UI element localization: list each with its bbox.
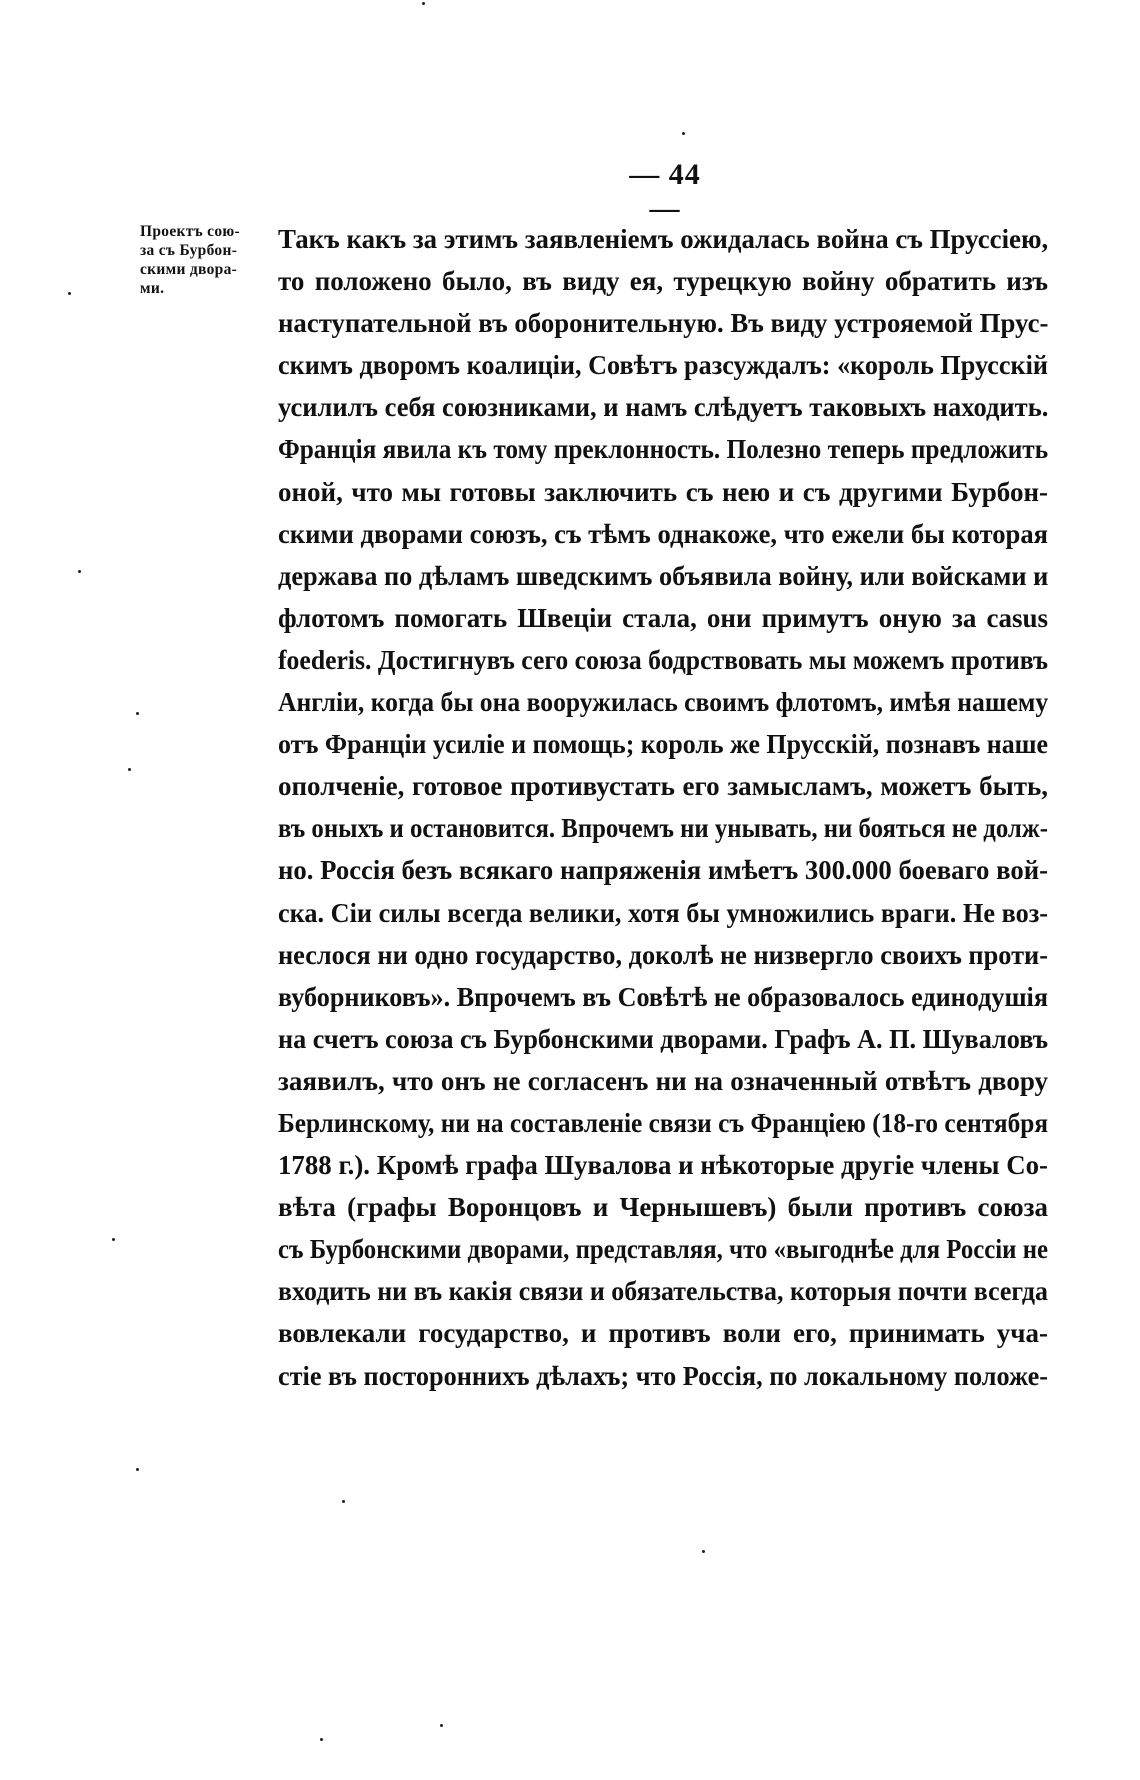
text-line: Такъ какъ за этимъ заявленіемъ ожидалась война съ Пруссіею, xyxy=(278,224,1049,254)
scan-speck xyxy=(440,1724,443,1727)
text-line: неслося ни одно государство, доколѣ не низвергло своихъ проти- xyxy=(278,939,1048,970)
margin-note-line: Проектъ сою- xyxy=(140,223,240,240)
text-line: Берлинскому, ни на составленіе связи съ Франціею (18-го сентября xyxy=(278,1107,1049,1138)
text-line: стіе въ постороннихъ дѣлахъ; что Россія, по локальному положе- xyxy=(278,1360,1049,1391)
text-line: Англіи, когда бы она вооружилась своимъ флотомъ, имѣя нашему xyxy=(278,687,1049,718)
text-line: foederis. Достигнувъ сего союза бодрствовать мы можемъ противъ xyxy=(278,644,1048,675)
text-line: усилилъ себя союзниками, и намъ слѣдуетъ таковыхъ находить. xyxy=(278,392,1049,423)
scan-speck xyxy=(136,712,139,715)
text-line: держава по дѣламъ шведскимъ объявила войну, или войсками и xyxy=(278,560,1049,591)
text-line: вуборниковъ». Впрочемъ въ Совѣтѣ не образовалось единодушія xyxy=(278,981,1048,1012)
text-line: оной, что мы готовы заключить съ нею и съ другими Бурбон- xyxy=(278,476,1048,507)
margin-note-line: за съ Бурбон- xyxy=(140,242,238,259)
text-line: вовлекали государство, и противъ воли его, принимать уча- xyxy=(278,1318,1048,1349)
scan-speck xyxy=(682,132,685,135)
text-line: скими дворами союзъ, съ тѣмъ однакоже, что ежели бы которая xyxy=(278,518,1048,549)
scan-speck xyxy=(68,292,71,295)
scan-speck xyxy=(702,1550,705,1553)
text-line: отъ Франціи усиліе и помощь; король же Прусскій, познавъ наше xyxy=(278,729,1048,760)
margin-note-line: скими двора- xyxy=(140,261,238,278)
text-line: но. Россія безъ всякаго напряженія имѣетъ 300.000 боеваго вой- xyxy=(278,855,1048,886)
text-line: 1788 г.). Кромѣ графа Шувалова и нѣкоторые другіе члены Со- xyxy=(278,1150,1048,1181)
margin-note-line: ми. xyxy=(140,280,165,297)
text-line: въ оныхъ и остановится. Впрочемъ ни унывать, ни бояться не долж- xyxy=(278,813,1048,844)
text-line: Франція явила къ тому преклонность. Полезно теперь предложить xyxy=(278,434,1049,465)
scan-speck xyxy=(112,1238,115,1241)
text-line: вѣта (графы Воронцовъ и Чернышевъ) были противъ союза xyxy=(278,1192,1048,1223)
scan-speck xyxy=(320,1738,323,1741)
scan-speck xyxy=(342,1500,345,1503)
scan-speck xyxy=(136,1468,139,1471)
text-line: наступательной въ оборонительную. Въ виду устрояемой Прус- xyxy=(278,308,1049,339)
text-line: входить ни въ какія связи и обязательства, которыя почти всегда xyxy=(278,1276,1048,1307)
page-number: — 44 — xyxy=(629,158,701,225)
text-line: флотомъ помогать Швеціи стала, они примутъ оную за casus xyxy=(278,602,1048,633)
text-line: заявилъ, что онъ не согласенъ ни на означенный отвѣтъ двору xyxy=(278,1065,1048,1096)
text-line: то положено было, въ виду ея, турецкую войну обратить изъ xyxy=(278,266,1048,297)
scan-speck xyxy=(422,2,425,5)
body-text xyxy=(278,218,1048,1397)
scan-speck xyxy=(78,570,81,573)
margin-note xyxy=(140,222,275,298)
text-line: скимъ дворомъ коалиціи, Совѣтъ разсуждалъ: «король Прусскій xyxy=(278,350,1048,381)
text-line: съ Бурбонскими дворами, представляя, что «выгоднѣе для Россіи не xyxy=(278,1234,1048,1265)
text-line: ополченіе, готовое противустать его замысламъ, можетъ быть, xyxy=(278,771,1048,802)
text-line: ска. Сіи силы всегда велики, хотя бы умножились враги. Не воз- xyxy=(278,897,1048,928)
text-line: на счетъ союза съ Бурбонскими дворами. Графъ А. П. Шуваловъ xyxy=(278,1023,1048,1054)
scan-speck xyxy=(128,768,131,771)
